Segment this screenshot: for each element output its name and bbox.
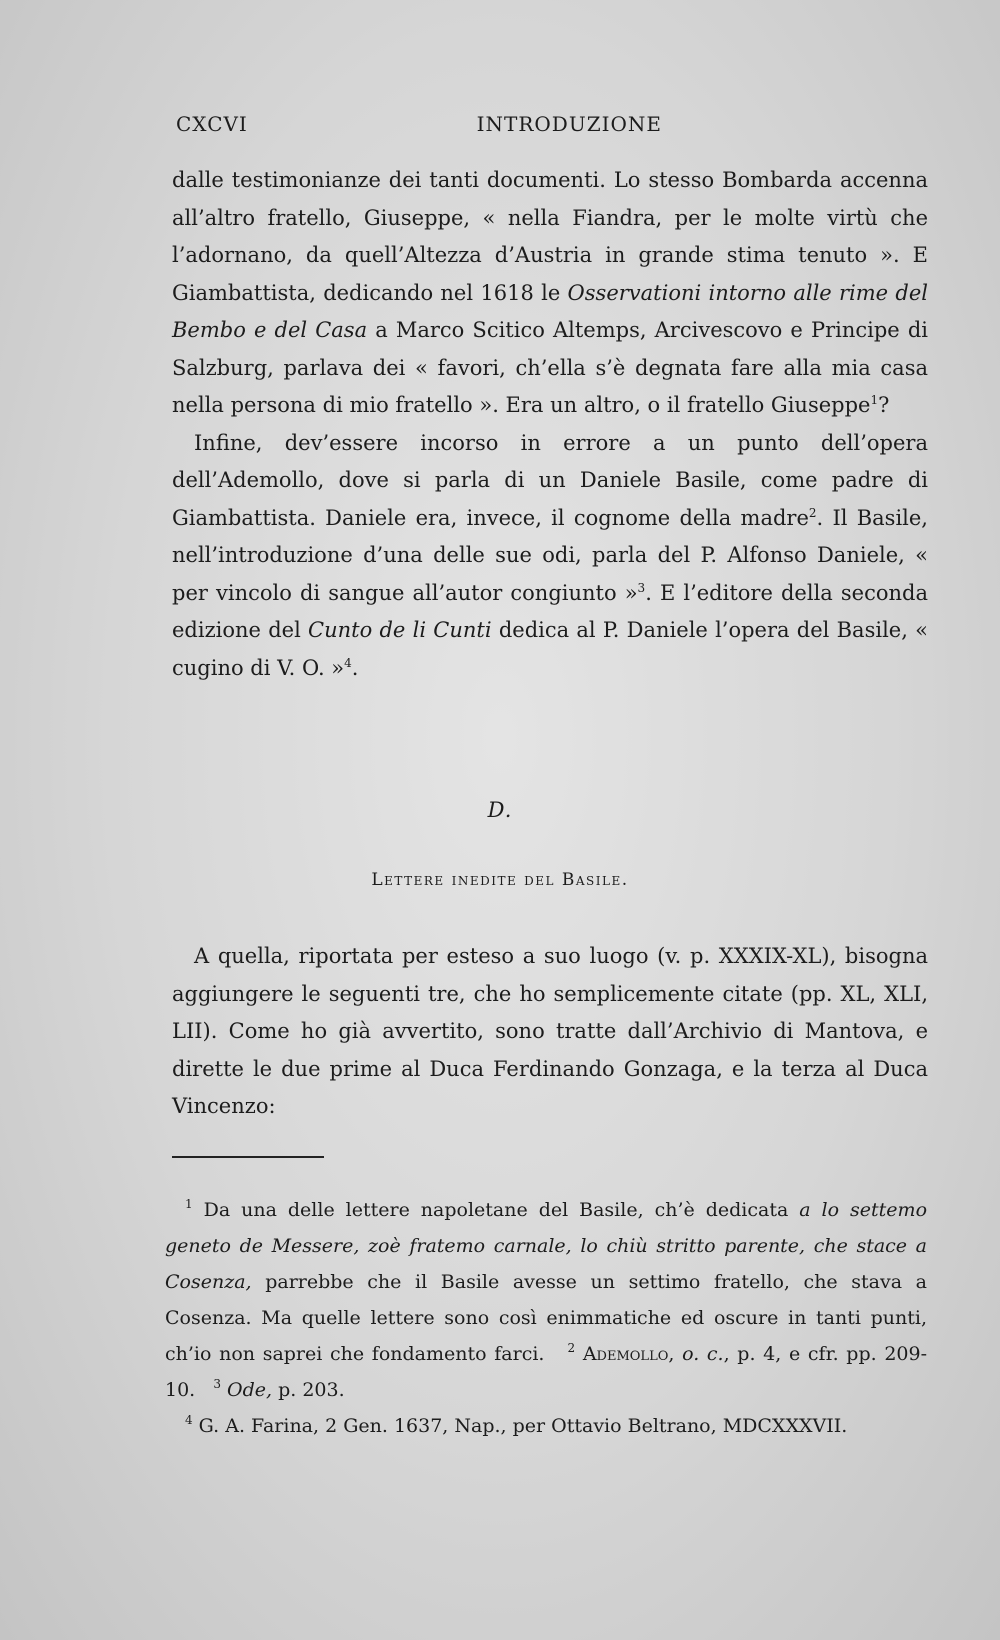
footnote-4: $^4$ G. A. Farina, 2 Gen. 1637, Nap., per Ottavio Beltrano, MDCXXXVII. [185, 1413, 848, 1437]
work-title: Osservationi intorno alle rime del Bembo e del Casa [172, 280, 928, 342]
footnote-ref-4[interactable]: 4 [344, 655, 352, 670]
section-paragraph: A quella, riportata per esteso a suo luogo (v. p. XXXIX-XL), bisogna aggiungere le seguenti tre, che ho semplicemente citate (pp. XL, XLI, LII). Come ho già avvertito, sono tratte dall’Archivio di Mantova, e dirette le due prime al Duca Ferdinando Gonzaga, e la terza al Duca Vincenzo: [172, 944, 928, 1118]
paragraph-1: dalle testimonianze dei tanti documenti. Lo stesso Bombarda accenna all’altro fratello, Giuseppe, « nella Fiandra, per le molte virtù che l’adornano, da quell’Altezza d’Austria in grande stima tenuto ». E Giambattista, dedicando nel 1618 le Osservationi intorno alle rime del Bembo e del Casa a Marco Scitico Altemps, Arcivescovo e Principe di Salzburg, parlava dei « favori, ch’ella s’è degnata fare alla mia casa nella persona di mio fratello ». Era un altro, o il fratello Giuseppe$^1$? [172, 168, 928, 417]
footnote-ref-2[interactable]: 2 [808, 505, 817, 520]
page-header [176, 112, 662, 142]
section-title: Lettere inedite del Basile. [371, 870, 629, 890]
running-title: INTRODUZIONE [476, 112, 662, 136]
footnote-number: 2 [567, 1341, 576, 1355]
paragraph-2: Infine, dev’essere incorso in errore a un punto dell’opera dell’Ademollo, dove si parla di un Daniele Basile, come padre di Giambattista. Daniele era, invece, il cognome della madre$^2$. Il Basile, nell’introduzione d’una delle sue odi, parla del P. Alfonso Daniele, « per vincolo di sangue all’autor congiunto »$^3$. E l’editore della seconda edizione del Cunto de li Cunti dedica al P. Daniele l’opera del Basile, « cugino di V. O. »$^4$. [172, 430, 928, 680]
footnote-number: 3 [213, 1377, 221, 1391]
footnote-ref-3[interactable]: 3 [637, 580, 646, 595]
footnote-number: 1 [185, 1197, 193, 1211]
work-title: Cunto de li Cunti [308, 618, 492, 642]
footnote-ref-1[interactable]: 1 [870, 393, 879, 407]
section-letter: D. [487, 798, 513, 822]
footnote-divider [172, 1156, 324, 1158]
footnote-1: $^1$ Da una delle lettere napoletane del Basile, ch’è dedicata a lo settemo geneto de Messere, zoè fratemo carnale, lo chiù stritto parente, che stace a Cosenza, parrebbe che il Basile avesse un settimo fratello, che stava a Cosenza. Ma quelle lettere sono così enimmatiche ed oscure in tanti punti, ch’io non saprei che fondamento farci. $^2$ Ademollo, o. c., p. 4, e cfr. pp. 209-10. $^3$ Ode, p. 203. [165, 1197, 928, 1401]
main-text [172, 162, 928, 687]
footnotes [165, 1192, 927, 1444]
page-number: CXCVI [176, 112, 248, 136]
footnote-number: 4 [185, 1413, 193, 1427]
